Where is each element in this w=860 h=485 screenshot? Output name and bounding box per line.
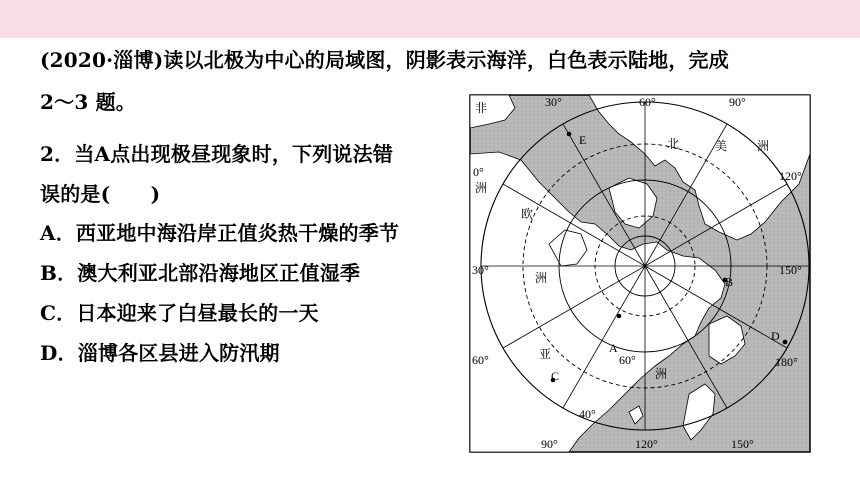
lon-120-bottom: 120° xyxy=(635,437,658,451)
lon-90-top: 90° xyxy=(729,95,746,109)
lon-30-top: 30° xyxy=(545,95,562,109)
lon-120-right: 120° xyxy=(779,169,802,183)
lon-150-right: 150° xyxy=(779,263,802,277)
point-label-c: C xyxy=(551,369,560,383)
label-africa: 非 xyxy=(475,101,488,115)
label-america: 美 xyxy=(715,139,728,153)
lon-150-bottom: 150° xyxy=(731,437,754,451)
lat-40: 40° xyxy=(579,407,596,421)
point-label-a: A xyxy=(609,341,618,355)
label-north: 北 xyxy=(667,137,680,151)
slide-header-bar xyxy=(0,0,860,38)
polar-map xyxy=(469,94,811,453)
lon-30-left: 30° xyxy=(472,263,489,277)
question-stem-line2: 误的是( ) xyxy=(40,182,161,206)
lon-180: 180° xyxy=(775,355,798,369)
question-intro-line2: 2～3 题。 xyxy=(40,90,136,114)
lat-60: 60° xyxy=(619,353,636,367)
question-stem-line1: 2．当A点出现极昼现象时，下列说法错 xyxy=(40,142,394,166)
lon-60-top: 60° xyxy=(639,95,656,109)
point-label-e: E xyxy=(579,133,587,147)
lon-90-bottom: 90° xyxy=(541,437,558,451)
point-label-d: D xyxy=(771,329,780,343)
label-europe-zhou: 洲 xyxy=(535,271,548,285)
lon-60-left: 60° xyxy=(472,353,489,367)
point-label-b: B xyxy=(725,275,734,289)
label-america-zhou: 洲 xyxy=(757,139,770,153)
label-asia-zhou: 洲 xyxy=(655,367,668,381)
lon-0: 0° xyxy=(473,165,484,179)
option-d: D．淄博各区县进入防汛期 xyxy=(40,341,280,365)
label-europe: 欧 xyxy=(521,207,534,221)
option-b: B．澳大利亚北部沿海地区正值湿季 xyxy=(40,261,361,285)
question-intro-line1: (2020·淄博)读以北极为中心的局域图，阴影表示海洋，白色表示陆地，完成 xyxy=(40,48,729,72)
option-c: C．日本迎来了白昼最长的一天 xyxy=(40,301,319,325)
label-asia-top: 洲 xyxy=(475,181,488,195)
label-asia-ya: 亚 xyxy=(539,347,552,361)
option-a: A．西亚地中海沿岸正值炎热干燥的季节 xyxy=(40,221,400,245)
